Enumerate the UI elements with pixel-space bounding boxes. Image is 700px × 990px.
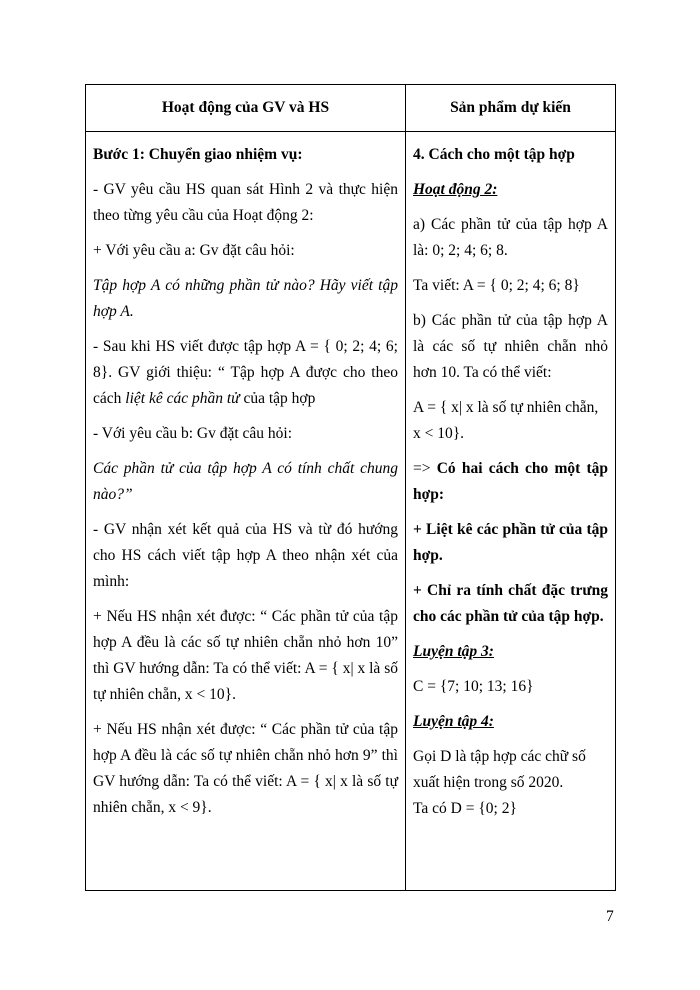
header-expected-product: Sản phẩm dự kiến bbox=[406, 85, 616, 132]
question-a: Tập hợp A có những phần tử nào? Hãy viết tập hợp A. bbox=[93, 277, 398, 320]
left-paragraph-7: - GV nhận xét kết quả của HS và từ đó hướng cho HS cách viết tập hợp A theo nhận xét của mình: bbox=[93, 521, 398, 590]
section-title: 4. Cách cho một tập hợp bbox=[413, 146, 575, 163]
teacher-activity-cell bbox=[86, 132, 406, 891]
table-body-row bbox=[86, 132, 616, 891]
practice-4-label: Luyện tập 4: bbox=[413, 713, 494, 730]
lesson-table bbox=[85, 84, 616, 891]
left-paragraph-1: - GV yêu cầu HS quan sát Hình 2 và thực hiện theo từng yêu cầu của Hoạt động 2: bbox=[93, 181, 398, 224]
left-paragraph-2: + Với yêu cầu a: Gv đặt câu hỏi: bbox=[93, 242, 295, 259]
table-header-row bbox=[86, 85, 616, 132]
left-paragraph-9: + Nếu HS nhận xét được: “ Các phần tử của tập hợp A đều là các số tự nhiên chẵn nhỏ hơn 9” thì GV hướng dẫn: Ta có thể viết: A = { x| x là số tự nhiên chẵn, x < 9}. bbox=[93, 721, 398, 816]
page-number: 7 bbox=[606, 908, 614, 925]
answer-b-formula: A = { x| x là số tự nhiên chẵn, x < 10}. bbox=[413, 399, 599, 442]
answer-b: b) Các phần tử của tập hợp A là các số tự nhiên chẵn nhỏ hơn 10. Ta có thể viết: bbox=[413, 312, 608, 381]
activity-label: Hoạt động 2: bbox=[413, 181, 498, 198]
left-paragraph-4-line: - Sau khi HS viết được tập hợp A = { 0; 2; 4; 6; 8}. GV giới thiệu: “ Tập hợp A được cho theo bbox=[93, 338, 398, 381]
answer-a-write: Ta viết: A = { 0; 2; 4; 6; 8} bbox=[413, 277, 580, 294]
list-elements-term: liệt kê các phần tử bbox=[125, 390, 240, 407]
practice-3-answer: C = {7; 10; 13; 16} bbox=[413, 678, 534, 695]
answer-a: a) Các phần tử của tập hợp A là: 0; 2; 4; 6; 8. bbox=[413, 216, 608, 259]
expected-product-cell bbox=[406, 132, 616, 891]
way-2: + Chỉ ra tính chất đặc trưng cho các phần tử của tập hợp. bbox=[413, 582, 608, 625]
left-paragraph-4-pre: cách bbox=[93, 390, 126, 407]
step-title: Bước 1: Chuyển giao nhiệm vụ: bbox=[93, 146, 303, 163]
practice-4-text: Gọi D là tập hợp các chữ số xuất hiện trong số 2020. bbox=[413, 748, 586, 791]
conclusion-arrow: => bbox=[413, 460, 437, 477]
question-b: Các phần tử của tập hợp A có tính chất chung nào?” bbox=[93, 460, 398, 503]
left-paragraph-8: + Nếu HS nhận xét được: “ Các phần tử của tập hợp A đều là các số tự nhiên chẵn nhỏ hơn 10” thì GV hướng dẫn: Ta có thể viết: A = { x| x là số tự nhiên chẵn, x < 10}. bbox=[93, 608, 398, 703]
way-1: + Liệt kê các phần tử của tập hợp. bbox=[413, 521, 608, 564]
conclusion-text: Có hai cách cho một tập hợp: bbox=[413, 460, 609, 503]
practice-4-answer: Ta có D = {0; 2} bbox=[413, 800, 517, 817]
left-paragraph-4-post: của tập hợp bbox=[239, 390, 316, 407]
conclusion bbox=[413, 456, 608, 508]
header-teacher-activity: Hoạt động của GV và HS bbox=[86, 85, 406, 132]
left-paragraph-5: - Với yêu cầu b: Gv đặt câu hỏi: bbox=[93, 425, 293, 442]
left-paragraph-4 bbox=[93, 334, 398, 412]
practice-3-label: Luyện tập 3: bbox=[413, 643, 494, 660]
